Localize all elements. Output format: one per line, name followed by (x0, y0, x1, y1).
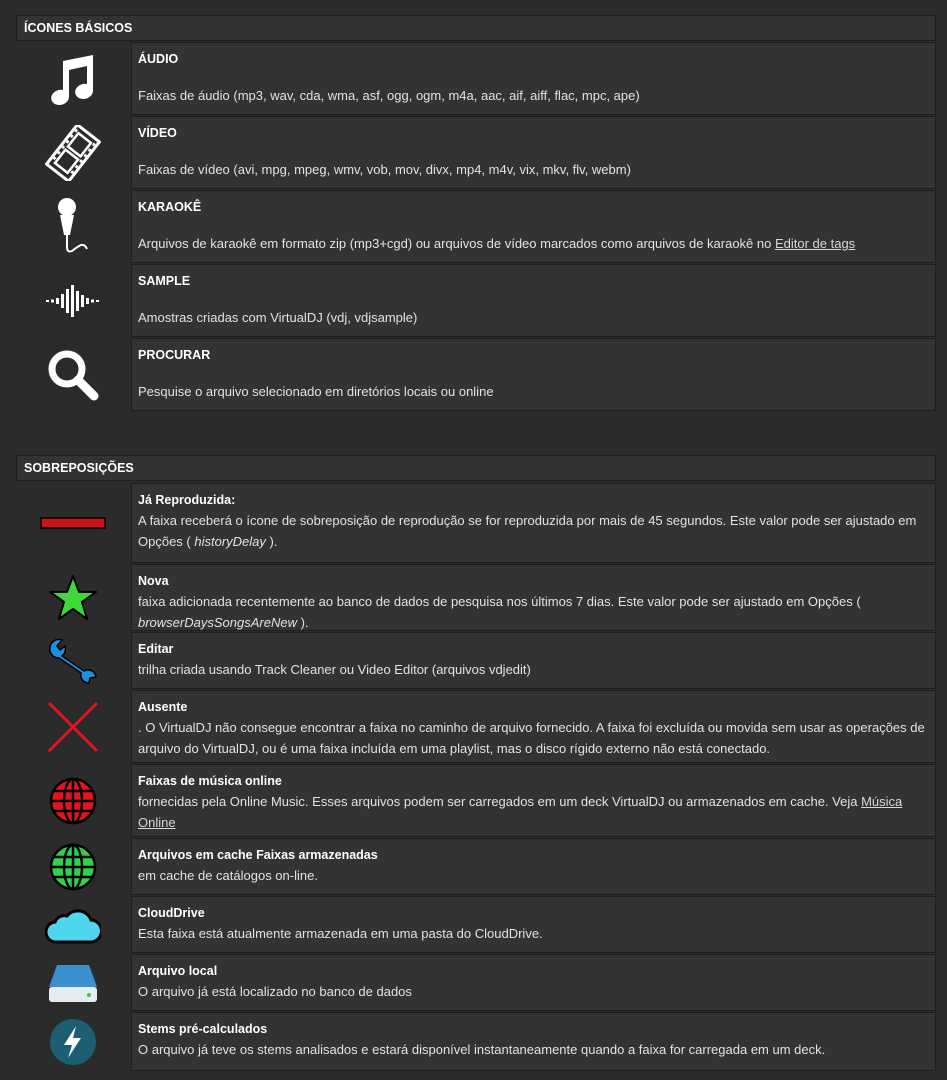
row-description: faixa adicionada recentemente ao banco de dados de pesquisa nos últimos 7 dias. Este valor pode ser ajustado em Opções ( (138, 594, 861, 609)
table-row (16, 896, 936, 953)
row-description: fornecidas pela Online Music. Esses arquivos podem ser carregados em um deck VirtualDJ ou armazenados em cache. Veja (138, 794, 862, 809)
row-title: Já Reproduzida: (138, 493, 236, 507)
option-name: browserDaysSongsAreNew (138, 615, 297, 630)
table-row (16, 338, 936, 411)
row-title: Stems pré-calculados (138, 1022, 268, 1036)
section-header-basic: ÍCONES BÁSICOS (16, 15, 936, 41)
tag-editor-link[interactable]: Editor de tags (774, 236, 856, 251)
table-row (16, 42, 936, 115)
row-title: ÁUDIO (138, 52, 179, 66)
table-row (16, 564, 936, 631)
row-description: Amostras criadas com VirtualDJ (vdj, vdjsample) (138, 310, 418, 325)
magnifier-icon (16, 338, 130, 411)
row-title: SAMPLE (138, 274, 191, 288)
table-row (16, 690, 936, 763)
red-bar-icon (16, 483, 130, 563)
table-row (16, 483, 936, 563)
row-description: . O VirtualDJ não consegue encontrar a faixa no caminho de arquivo fornecido. A faixa foi excluída ou movida sem usar as operações de arquivo do VirtualDJ, ou é uma faixa incluída em uma playlist, mas o disco rígido externo não está conectado. (138, 720, 925, 756)
lightning-bolt-icon (16, 1012, 130, 1071)
green-globe-icon (16, 838, 130, 895)
microphone-icon (16, 190, 130, 263)
row-description: Pesquise o arquivo selecionado em diretórios locais ou online (138, 384, 494, 399)
green-star-icon (16, 564, 130, 631)
row-description-end: ). (296, 615, 309, 630)
waveform-icon (16, 264, 130, 337)
cloud-icon (16, 896, 130, 953)
row-title: VÍDEO (138, 126, 177, 140)
table-row (16, 838, 936, 895)
row-title: KARAOKÊ (138, 200, 202, 214)
section-header-overlays: SOBREPOSIÇÕES (16, 455, 936, 481)
music-note-icon (16, 42, 130, 115)
row-description: A faixa receberá o ícone de sobreposição de reprodução se for reproduzida por mais de 45 segundos. Este valor pode ser ajustado em Opções ( (138, 513, 917, 549)
red-x-icon (16, 690, 130, 763)
row-title: CloudDrive (138, 906, 205, 920)
row-title: PROCURAR (138, 348, 211, 362)
row-description: trilha criada usando Track Cleaner ou Video Editor (arquivos vdjedit) (138, 662, 531, 677)
table-row (16, 632, 936, 689)
row-description: Esta faixa está atualmente armazenada em uma pasta do CloudDrive. (138, 926, 543, 941)
table-row (16, 264, 936, 337)
table-row (16, 764, 936, 837)
table-row (16, 1012, 936, 1071)
row-description: Faixas de vídeo (avi, mpg, mpeg, wmv, vob, mov, divx, mp4, m4v, vix, mkv, flv, webm) (138, 162, 631, 177)
row-description: Arquivos de karaokê em formato zip (mp3+cgd) ou arquivos de vídeo marcados como arquivos de karaokê no (138, 236, 775, 251)
row-description: em cache de catálogos on-line. (138, 868, 318, 883)
row-title: Ausente (138, 700, 188, 714)
row-description: O arquivo já está localizado no banco de dados (138, 984, 412, 999)
table-row (16, 190, 936, 263)
online-music-link[interactable]: Música Online (138, 794, 903, 830)
row-title: Nova (138, 574, 169, 588)
table-row (16, 116, 936, 189)
row-description: Faixas de áudio (mp3, wav, cda, wma, asf, ogg, ogm, m4a, aac, aif, aiff, flac, mpc, ape) (138, 88, 640, 103)
film-strip-icon (16, 116, 130, 189)
row-title: Arquivo local (138, 964, 218, 978)
option-name: historyDelay (194, 534, 266, 549)
row-description-end: ). (265, 534, 278, 549)
wrench-icon (16, 632, 130, 689)
row-title: Editar (138, 642, 174, 656)
hard-drive-icon (16, 954, 130, 1011)
row-description: O arquivo já teve os stems analisados e estará disponível instantaneamente quando a faixa for carregada em um deck. (138, 1042, 826, 1057)
row-title: Faixas de música online (138, 774, 282, 788)
table-row (16, 954, 936, 1011)
red-globe-icon (16, 764, 130, 837)
row-title: Arquivos em cache Faixas armazenadas (138, 848, 378, 862)
